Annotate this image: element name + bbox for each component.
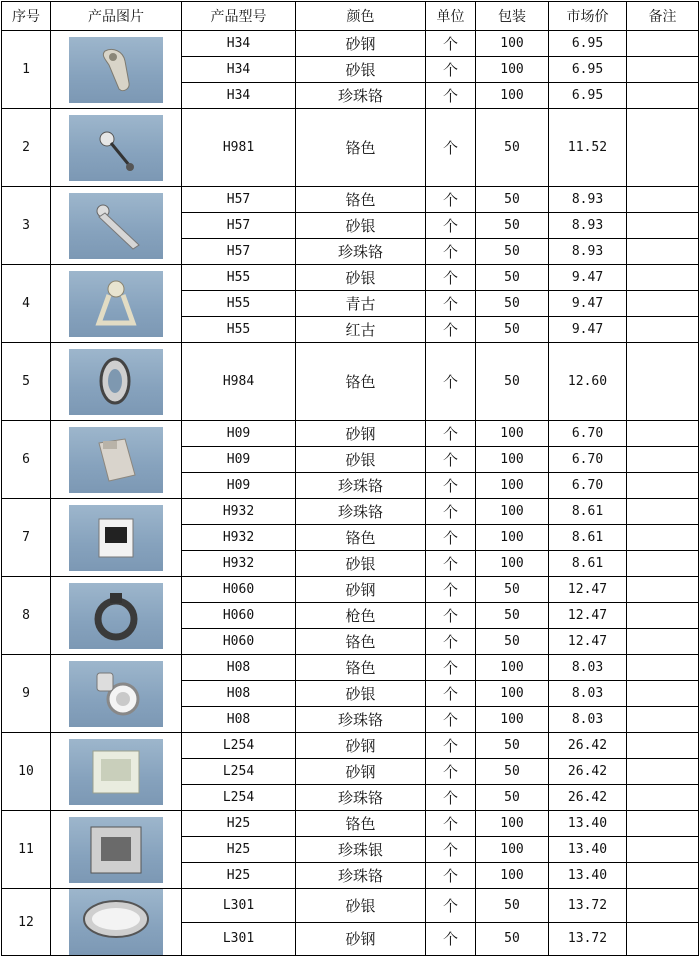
square-pull-h932-icon [69, 505, 163, 571]
table-row [2, 499, 699, 525]
ring-pull-h08-icon [69, 661, 163, 727]
product-unit: 个 [426, 759, 476, 785]
product-price: 13.72 [549, 889, 627, 923]
product-note [627, 759, 699, 785]
product-unit: 个 [426, 525, 476, 551]
product-pack: 100 [476, 707, 549, 733]
product-unit: 个 [426, 707, 476, 733]
product-model: L254 [182, 785, 296, 811]
product-image-cell [51, 109, 182, 187]
product-pack: 100 [476, 681, 549, 707]
product-note [627, 187, 699, 213]
product-pack: 50 [476, 239, 549, 265]
product-pack: 100 [476, 473, 549, 499]
product-color: 砂银 [296, 57, 426, 83]
product-price: 12.47 [549, 603, 627, 629]
product-unit: 个 [426, 811, 476, 837]
product-color: 枪色 [296, 603, 426, 629]
product-note [627, 317, 699, 343]
product-pack: 100 [476, 421, 549, 447]
product-price: 26.42 [549, 785, 627, 811]
product-color: 砂银 [296, 213, 426, 239]
product-price: 8.61 [549, 499, 627, 525]
product-note [627, 785, 699, 811]
product-unit: 个 [426, 447, 476, 473]
product-color: 铬色 [296, 811, 426, 837]
oval-pull-h984-icon [69, 349, 163, 415]
product-price: 12.60 [549, 343, 627, 421]
product-note [627, 83, 699, 109]
product-model: H932 [182, 525, 296, 551]
product-model: L254 [182, 733, 296, 759]
product-color: 铬色 [296, 343, 426, 421]
product-model: H55 [182, 291, 296, 317]
cup-pull-l301-icon [69, 889, 163, 955]
product-model: L301 [182, 889, 296, 923]
product-pack: 100 [476, 83, 549, 109]
product-pack: 100 [476, 525, 549, 551]
product-price: 9.47 [549, 265, 627, 291]
product-pack: 100 [476, 447, 549, 473]
product-model: H09 [182, 447, 296, 473]
product-pack: 50 [476, 265, 549, 291]
product-image-cell [51, 733, 182, 811]
product-price: 8.93 [549, 213, 627, 239]
table-row [2, 889, 699, 923]
product-model: H34 [182, 57, 296, 83]
product-color: 珍珠铬 [296, 83, 426, 109]
product-price: 6.95 [549, 57, 627, 83]
product-color: 砂钢 [296, 759, 426, 785]
product-price: 8.61 [549, 525, 627, 551]
product-unit: 个 [426, 317, 476, 343]
product-note [627, 421, 699, 447]
product-pack: 100 [476, 655, 549, 681]
product-note [627, 863, 699, 889]
product-unit: 个 [426, 603, 476, 629]
product-price: 26.42 [549, 733, 627, 759]
product-price: 13.40 [549, 811, 627, 837]
product-image-cell [51, 187, 182, 265]
product-pack: 100 [476, 499, 549, 525]
product-unit: 个 [426, 629, 476, 655]
product-note [627, 109, 699, 187]
row-index: 9 [2, 655, 51, 733]
product-note [627, 922, 699, 956]
product-note [627, 31, 699, 57]
product-price: 6.95 [549, 83, 627, 109]
row-index: 7 [2, 499, 51, 577]
product-unit: 个 [426, 733, 476, 759]
product-note [627, 473, 699, 499]
product-unit: 个 [426, 57, 476, 83]
product-pack: 50 [476, 785, 549, 811]
pull-handle-h34-icon [69, 37, 163, 103]
header-unit: 单位 [426, 2, 476, 31]
product-unit: 个 [426, 785, 476, 811]
product-color: 砂银 [296, 889, 426, 923]
product-model: H57 [182, 213, 296, 239]
row-index: 1 [2, 31, 51, 109]
product-image-cell [51, 31, 182, 109]
product-model: H57 [182, 239, 296, 265]
product-color: 砂银 [296, 551, 426, 577]
header-price: 市场价 [549, 2, 627, 31]
product-note [627, 499, 699, 525]
product-unit: 个 [426, 499, 476, 525]
product-model: H08 [182, 707, 296, 733]
product-note [627, 837, 699, 863]
product-price: 12.47 [549, 629, 627, 655]
product-pack: 50 [476, 889, 549, 923]
product-image-cell [51, 577, 182, 655]
product-unit: 个 [426, 473, 476, 499]
product-pack: 50 [476, 733, 549, 759]
product-image-cell [51, 265, 182, 343]
row-index: 8 [2, 577, 51, 655]
product-pack: 100 [476, 837, 549, 863]
table-row [2, 421, 699, 447]
product-unit: 个 [426, 343, 476, 421]
product-price: 6.95 [549, 31, 627, 57]
product-color: 砂银 [296, 447, 426, 473]
product-price: 12.47 [549, 577, 627, 603]
product-note [627, 681, 699, 707]
product-image-cell [51, 889, 182, 956]
table-row [2, 577, 699, 603]
product-color: 珍珠银 [296, 837, 426, 863]
product-pack: 50 [476, 109, 549, 187]
row-index: 10 [2, 733, 51, 811]
row-index: 12 [2, 889, 51, 956]
product-model: L301 [182, 922, 296, 956]
product-color: 珍珠铬 [296, 473, 426, 499]
product-price: 6.70 [549, 447, 627, 473]
product-note [627, 343, 699, 421]
product-price: 11.52 [549, 109, 627, 187]
product-unit: 个 [426, 265, 476, 291]
bar-pull-h57-icon [69, 193, 163, 259]
product-unit: 个 [426, 421, 476, 447]
product-note [627, 707, 699, 733]
product-pack: 50 [476, 213, 549, 239]
product-unit: 个 [426, 577, 476, 603]
product-model: H09 [182, 473, 296, 499]
product-price: 26.42 [549, 759, 627, 785]
product-unit: 个 [426, 291, 476, 317]
product-model: H060 [182, 629, 296, 655]
product-note [627, 733, 699, 759]
table-row [2, 31, 699, 57]
product-color: 铬色 [296, 109, 426, 187]
product-color: 铬色 [296, 525, 426, 551]
table-row [2, 655, 699, 681]
product-model: H060 [182, 603, 296, 629]
product-model: H34 [182, 83, 296, 109]
product-color: 珍珠铬 [296, 785, 426, 811]
product-color: 珍珠铬 [296, 863, 426, 889]
product-model: H57 [182, 187, 296, 213]
product-price: 8.93 [549, 187, 627, 213]
product-pack: 100 [476, 811, 549, 837]
product-color: 铬色 [296, 655, 426, 681]
drop-pull-h981-icon [69, 115, 163, 181]
ring-pull-h060-icon [69, 583, 163, 649]
product-price: 6.70 [549, 421, 627, 447]
flush-pull-h25-icon [69, 817, 163, 883]
product-price: 8.03 [549, 707, 627, 733]
product-color: 砂钢 [296, 922, 426, 956]
product-note [627, 551, 699, 577]
product-note [627, 265, 699, 291]
product-image-cell [51, 421, 182, 499]
product-pack: 100 [476, 57, 549, 83]
row-index: 5 [2, 343, 51, 421]
product-color: 铬色 [296, 629, 426, 655]
product-unit: 个 [426, 922, 476, 956]
row-index: 4 [2, 265, 51, 343]
row-index: 3 [2, 187, 51, 265]
product-model: H08 [182, 655, 296, 681]
product-model: H09 [182, 421, 296, 447]
product-model: H08 [182, 681, 296, 707]
product-color: 砂银 [296, 681, 426, 707]
product-model: H55 [182, 265, 296, 291]
product-price: 8.03 [549, 681, 627, 707]
product-unit: 个 [426, 551, 476, 577]
row-index: 6 [2, 421, 51, 499]
product-note [627, 889, 699, 923]
header-row [2, 2, 699, 31]
product-color: 青古 [296, 291, 426, 317]
product-pack: 100 [476, 31, 549, 57]
product-unit: 个 [426, 83, 476, 109]
product-pack: 50 [476, 317, 549, 343]
product-model: H34 [182, 31, 296, 57]
product-color: 砂银 [296, 265, 426, 291]
product-image-cell [51, 343, 182, 421]
table-row [2, 187, 699, 213]
flap-pull-h09-icon [69, 427, 163, 493]
product-model: H25 [182, 863, 296, 889]
product-model: H984 [182, 343, 296, 421]
product-pack: 100 [476, 551, 549, 577]
product-pack: 100 [476, 863, 549, 889]
product-unit: 个 [426, 213, 476, 239]
product-model: H981 [182, 109, 296, 187]
product-pack: 50 [476, 922, 549, 956]
header-pack: 包装 [476, 2, 549, 31]
product-price: 9.47 [549, 291, 627, 317]
product-note [627, 57, 699, 83]
product-note [627, 629, 699, 655]
product-image-cell [51, 499, 182, 577]
product-color: 珍珠铬 [296, 707, 426, 733]
product-color: 砂钢 [296, 31, 426, 57]
table-row [2, 265, 699, 291]
product-model: H060 [182, 577, 296, 603]
product-price: 9.47 [549, 317, 627, 343]
product-price: 13.40 [549, 837, 627, 863]
product-price: 13.72 [549, 922, 627, 956]
product-pack: 50 [476, 577, 549, 603]
product-pack: 50 [476, 291, 549, 317]
product-note [627, 239, 699, 265]
product-price: 6.70 [549, 473, 627, 499]
product-unit: 个 [426, 889, 476, 923]
product-pack: 50 [476, 187, 549, 213]
product-unit: 个 [426, 837, 476, 863]
product-color: 铬色 [296, 187, 426, 213]
product-price-table [1, 1, 699, 956]
product-model: H25 [182, 837, 296, 863]
product-unit: 个 [426, 31, 476, 57]
header-image: 产品图片 [51, 2, 182, 31]
product-pack: 50 [476, 629, 549, 655]
product-unit: 个 [426, 109, 476, 187]
product-unit: 个 [426, 655, 476, 681]
product-note [627, 213, 699, 239]
product-note [627, 603, 699, 629]
product-model: H932 [182, 551, 296, 577]
header-index: 序号 [2, 2, 51, 31]
product-image-cell [51, 655, 182, 733]
product-color: 珍珠铬 [296, 239, 426, 265]
product-note [627, 655, 699, 681]
product-color: 红古 [296, 317, 426, 343]
product-pack: 50 [476, 343, 549, 421]
table-row [2, 733, 699, 759]
table-row [2, 343, 699, 421]
header-model: 产品型号 [182, 2, 296, 31]
product-unit: 个 [426, 863, 476, 889]
product-note [627, 811, 699, 837]
product-unit: 个 [426, 187, 476, 213]
product-pack: 50 [476, 603, 549, 629]
row-index: 2 [2, 109, 51, 187]
row-index: 11 [2, 811, 51, 889]
table-row [2, 811, 699, 837]
product-model: H932 [182, 499, 296, 525]
product-note [627, 577, 699, 603]
product-color: 砂钢 [296, 733, 426, 759]
header-color: 颜色 [296, 2, 426, 31]
product-price: 8.61 [549, 551, 627, 577]
triangle-pull-h55-icon [69, 271, 163, 337]
product-price: 13.40 [549, 863, 627, 889]
product-note [627, 291, 699, 317]
product-color: 砂钢 [296, 421, 426, 447]
product-unit: 个 [426, 239, 476, 265]
product-note [627, 447, 699, 473]
product-color: 珍珠铬 [296, 499, 426, 525]
product-model: H25 [182, 811, 296, 837]
product-note [627, 525, 699, 551]
product-model: L254 [182, 759, 296, 785]
flush-pull-l254-icon [69, 739, 163, 805]
table-row [2, 109, 699, 187]
product-model: H55 [182, 317, 296, 343]
product-color: 砂钢 [296, 577, 426, 603]
header-note: 备注 [627, 2, 699, 31]
product-unit: 个 [426, 681, 476, 707]
product-price: 8.03 [549, 655, 627, 681]
product-image-cell [51, 811, 182, 889]
product-price: 8.93 [549, 239, 627, 265]
product-pack: 50 [476, 759, 549, 785]
